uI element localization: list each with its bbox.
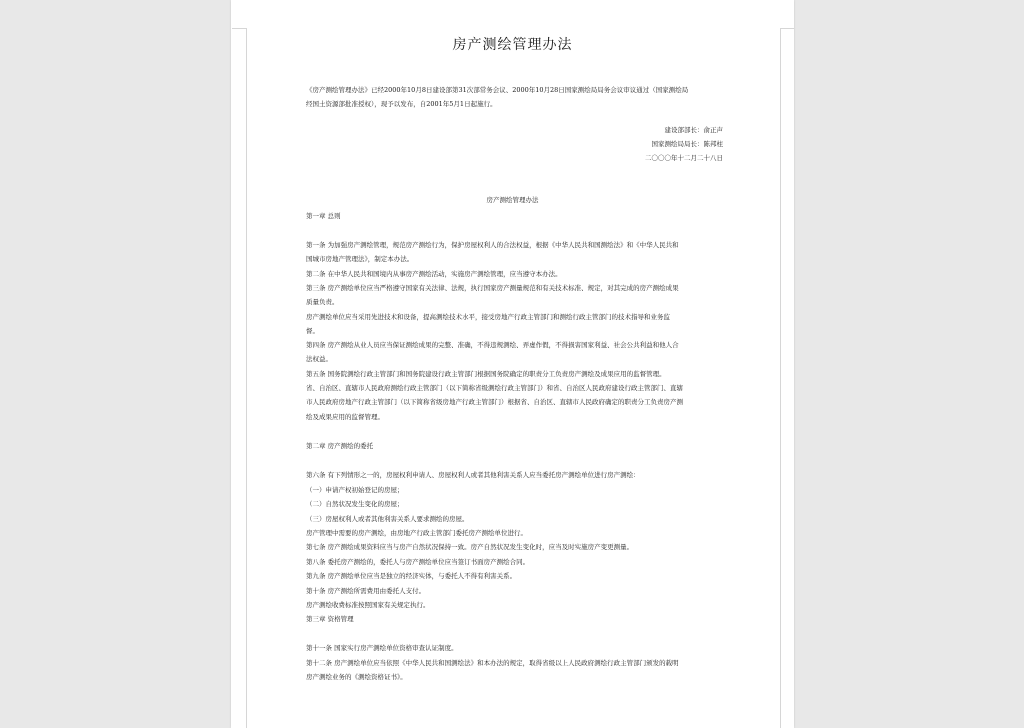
body-line: 国城市房地产管理法》，制定本办法。 xyxy=(306,255,414,263)
body-line: 省、自治区、直辖市人民政府测绘行政主管部门（以下简称省级测绘行政主管部门）和省、自治区人民政府建设行政主管部门、直辖 xyxy=(306,384,683,392)
margin-guide-right xyxy=(780,28,781,728)
chapter-heading: 第三章 资格管理 xyxy=(306,615,354,623)
body-line: 第十一条 国家实行房产测绘单位资格审查认证制度。 xyxy=(306,644,458,652)
margin-guide-left xyxy=(246,28,247,728)
document-page xyxy=(231,0,794,728)
body-line: 第八条 委托房产测绘的，委托人与房产测绘单位应当签订书面房产测绘合同。 xyxy=(306,558,530,566)
body-line: （三）房屋权利人或者其他利害关系人要求测绘的房屋。 xyxy=(306,515,469,523)
signature-minister: 建设部部长：俞正声 xyxy=(664,126,723,134)
body-line: 第十二条 房产测绘单位应当依照《中华人民共和国测绘法》和本办法的规定，取得省级以上人民政府测绘行政主管部门颁发的载明 xyxy=(306,659,679,667)
body-line: 第十条 房产测绘所需费用由委托人支付。 xyxy=(306,587,426,595)
preamble-line: 《房产测绘管理办法》已经2000年10月8日建设部第31次部常务会议、2000年10月28日国家测绘局局务会议审议通过（国家测绘局 xyxy=(306,86,689,94)
body-line: 房产测绘单位应当采用先进技术和设备，提高测绘技术水平，接受房地产行政主管部门和测绘行政主管部门的技术指导和业务监 xyxy=(306,313,670,321)
body-line: 房产测绘业务的《测绘资格证书》。 xyxy=(306,673,407,681)
body-line: 绘及成果应用的监督管理。 xyxy=(306,413,384,421)
body-line: 第九条 房产测绘单位应当是独立的经济实体，与委托人不得有利害关系。 xyxy=(306,572,517,580)
chapter-heading: 第二章 房产测绘的委托 xyxy=(306,442,374,450)
body-line: 质量负责。 xyxy=(306,298,339,306)
body-line: 房产测绘收费标准按照国家有关规定执行。 xyxy=(306,601,430,609)
body-line: （一）申请产权初始登记的房屋； xyxy=(306,486,404,494)
body-line: 房产管理中需要的房产测绘，由房地产行政主管部门委托房产测绘单位进行。 xyxy=(306,529,527,537)
body-line: 第三条 房产测绘单位应当严格遵守国家有关法律、法规，执行国家房产测量规范和有关技术标准、规定，对其完成的房产测绘成果 xyxy=(306,284,679,292)
margin-corner-right xyxy=(781,28,794,29)
document-subtitle: 房产测绘管理办法 xyxy=(486,196,539,204)
preamble-line: 经国土资源部批准授权），现予以发布，自2001年5月1日起施行。 xyxy=(306,100,497,108)
body-line: 第四条 房产测绘从业人员应当保证测绘成果的完整、准确，不得违规测绘、弄虚作假，不得损害国家利益、社会公共利益和他人合 xyxy=(306,341,679,349)
body-line: 第一条 为加强房产测绘管理，规范房产测绘行为，保护房屋权利人的合法权益，根据《中华人民共和国测绘法》和《中华人民共和 xyxy=(306,241,679,249)
body-line: 第七条 房产测绘成果资料应当与房产自然状况保持一致。房产自然状况发生变化时，应当及时实施房产变更测量。 xyxy=(306,543,634,551)
body-line: 第二条 在中华人民共和国境内从事房产测绘活动，实施房产测绘管理，应当遵守本办法。 xyxy=(306,270,562,278)
body-line: （二）自然状况发生变化的房屋； xyxy=(306,500,404,508)
chapter-heading: 第一章 总则 xyxy=(306,212,341,220)
body-line: 督。 xyxy=(306,327,319,335)
document-title: 房产测绘管理办法 xyxy=(452,37,573,53)
signature-date: 二〇〇〇年十二月二十八日 xyxy=(645,154,723,162)
body-line: 法权益。 xyxy=(306,355,332,363)
margin-corner-left xyxy=(232,28,246,29)
body-line: 市人民政府房地产行政主管部门（以下简称省级房地产行政主管部门）根据省、自治区、直辖市人民政府确定的职责分工负责房产测 xyxy=(306,398,683,406)
body-line: 第五条 国务院测绘行政主管部门和国务院建设行政主管部门根据国务院确定的职责分工负责房产测绘及成果应用的监督管理。 xyxy=(306,370,666,378)
body-line: 第六条 有下列情形之一的，房屋权利申请人、房屋权利人或者其他利害关系人应当委托房产测绘单位进行房产测绘： xyxy=(306,471,640,479)
signature-director: 国家测绘局局长：陈邦柱 xyxy=(651,140,723,148)
